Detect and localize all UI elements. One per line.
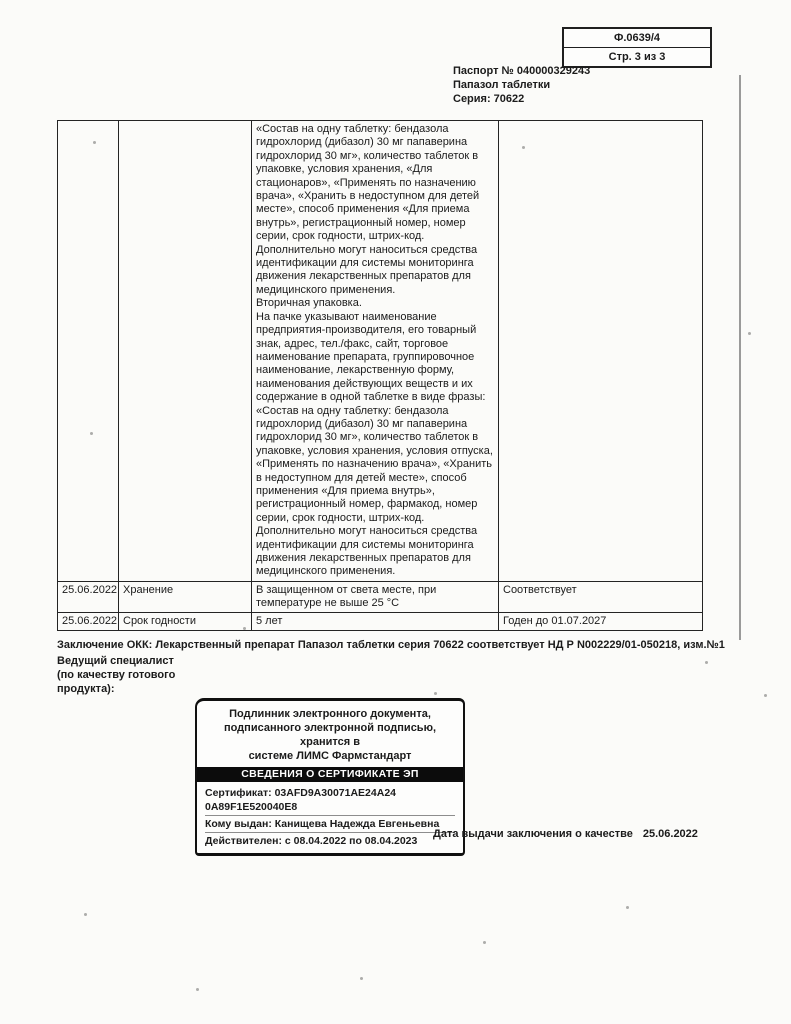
description-paragraph: Дополнительно могут наноситься средства идентификации для системы мониторинга движения лекарственных препаратов для медицинского применения. [256, 243, 478, 296]
quality-table [57, 120, 703, 631]
cell-date: 25.06.2022 [58, 581, 119, 612]
scan-speck [243, 627, 246, 630]
cell-value: В защищенном от света месте, при температуре не выше 25 °C [252, 581, 499, 612]
cell-parameter: Хранение [119, 581, 252, 612]
cell-parameter-empty [119, 121, 252, 582]
stamp-line-2: подписанного электронной подписью, хранится в [223, 722, 437, 748]
page-number: Стр. 3 из 3 [608, 51, 666, 63]
cell-parameter: Срок годности [119, 612, 252, 630]
certificate-owner: Кому выдан: Канищева Надежда Евгеньевна [205, 816, 455, 833]
description-paragraph: На пачке указывают наименование предприятия-производителя, его товарный знак, адрес, тел./факс, сайт, торговое наименование препарата, группировочное наименование, лекарственную форму, наименования действующих веществ и их содержание в одной таблетке в виде фразы: «Состав на одну таблетку: бендазола гидрохлорид (дибазол) 30 мг папаверина гидрохлорид 30 мг», количество таблеток в упаковке, условия хранения, условия отпуска, «Применять по назначению врача», «Хранить в недоступном для детей месте», способ применения «Для приема внутрь», регистрационный номер, фармакод, номер серии, срок годности, штрих-код. [256, 310, 493, 524]
issue-date-label: Дата выдачи заключения о качестве [433, 828, 633, 840]
description-paragraph: «Состав на одну таблетку: бендазола гидрохлорид (дибазол) 30 мг папаверина гидрохлорид 30 мг», количество таблеток в упаковке, условия хранения, «Для стационаров», «Применять по назначению врача», «Хранить в недоступном для детей месте», способ применения «Для приема внутрь», регистрационный номер, номер серии, срок годности, штрих-код. [256, 123, 480, 243]
cell-value: 5 лет [252, 612, 499, 630]
passport-header [453, 64, 590, 106]
scan-speck [196, 988, 199, 991]
scan-speck [360, 977, 363, 980]
scan-speck [93, 141, 96, 144]
esignature-stamp [195, 698, 465, 856]
stamp-preamble [197, 701, 463, 767]
certificate-validity: Действителен: с 08.04.2022 по 08.04.2023 [205, 835, 418, 847]
cell-result-empty [499, 121, 703, 582]
cell-result: Годен до 01.07.2027 [499, 612, 703, 630]
description-paragraph: Дополнительно могут наноситься средства идентификации для системы мониторинга движения лекарственных препаратов для медицинского применения. [256, 525, 478, 578]
conclusion-label: Заключение ОКК: [57, 639, 153, 651]
scan-speck [748, 332, 751, 335]
certificate-details [197, 782, 463, 853]
series-number: Серия: 70622 [453, 93, 525, 105]
form-code-box [562, 27, 712, 68]
specialist-label: Ведущий специалист (по качеству готового продукта): [57, 655, 176, 695]
description-paragraph: Вторичная упаковка. [256, 297, 362, 310]
passport-number: Паспорт № 040000329243 [453, 65, 591, 77]
scan-line-artifact [739, 75, 741, 640]
conclusion-text: Лекарственный препарат Папазол таблетки серия 70622 соответствует НД Р N002229/01-050218, изм.№1 [152, 639, 725, 651]
scan-speck [483, 941, 486, 944]
cell-packaging-description [252, 121, 499, 582]
issue-date-line [433, 828, 698, 840]
table-row-shelf-life [58, 612, 703, 630]
scan-speck [434, 692, 437, 695]
table-row-description [58, 121, 703, 582]
certificate-serial: Сертификат: 03AFD9A30071AE24A24 0A89F1E520040E8 [205, 785, 455, 816]
okk-conclusion [57, 639, 757, 651]
issue-date-value: 25.06.2022 [642, 828, 698, 840]
cell-date-empty [58, 121, 119, 582]
scan-speck [764, 694, 767, 697]
scan-speck [90, 432, 93, 435]
product-name: Папазол таблетки [453, 79, 551, 91]
cell-result: Соответствует [499, 581, 703, 612]
cell-date: 25.06.2022 [58, 612, 119, 630]
stamp-line-3: системе ЛИМС Фармстандарт [248, 750, 412, 762]
scan-speck [705, 661, 708, 664]
stamp-line-1: Подлинник электронного документа, [229, 708, 431, 720]
scan-speck [522, 146, 525, 149]
certificate-info-header: СВЕДЕНИЯ О СЕРТИФИКАТЕ ЭП [197, 767, 463, 782]
table-row-storage [58, 581, 703, 612]
scan-speck [84, 913, 87, 916]
scan-speck [626, 906, 629, 909]
form-code: Ф.0639/4 [564, 29, 710, 48]
